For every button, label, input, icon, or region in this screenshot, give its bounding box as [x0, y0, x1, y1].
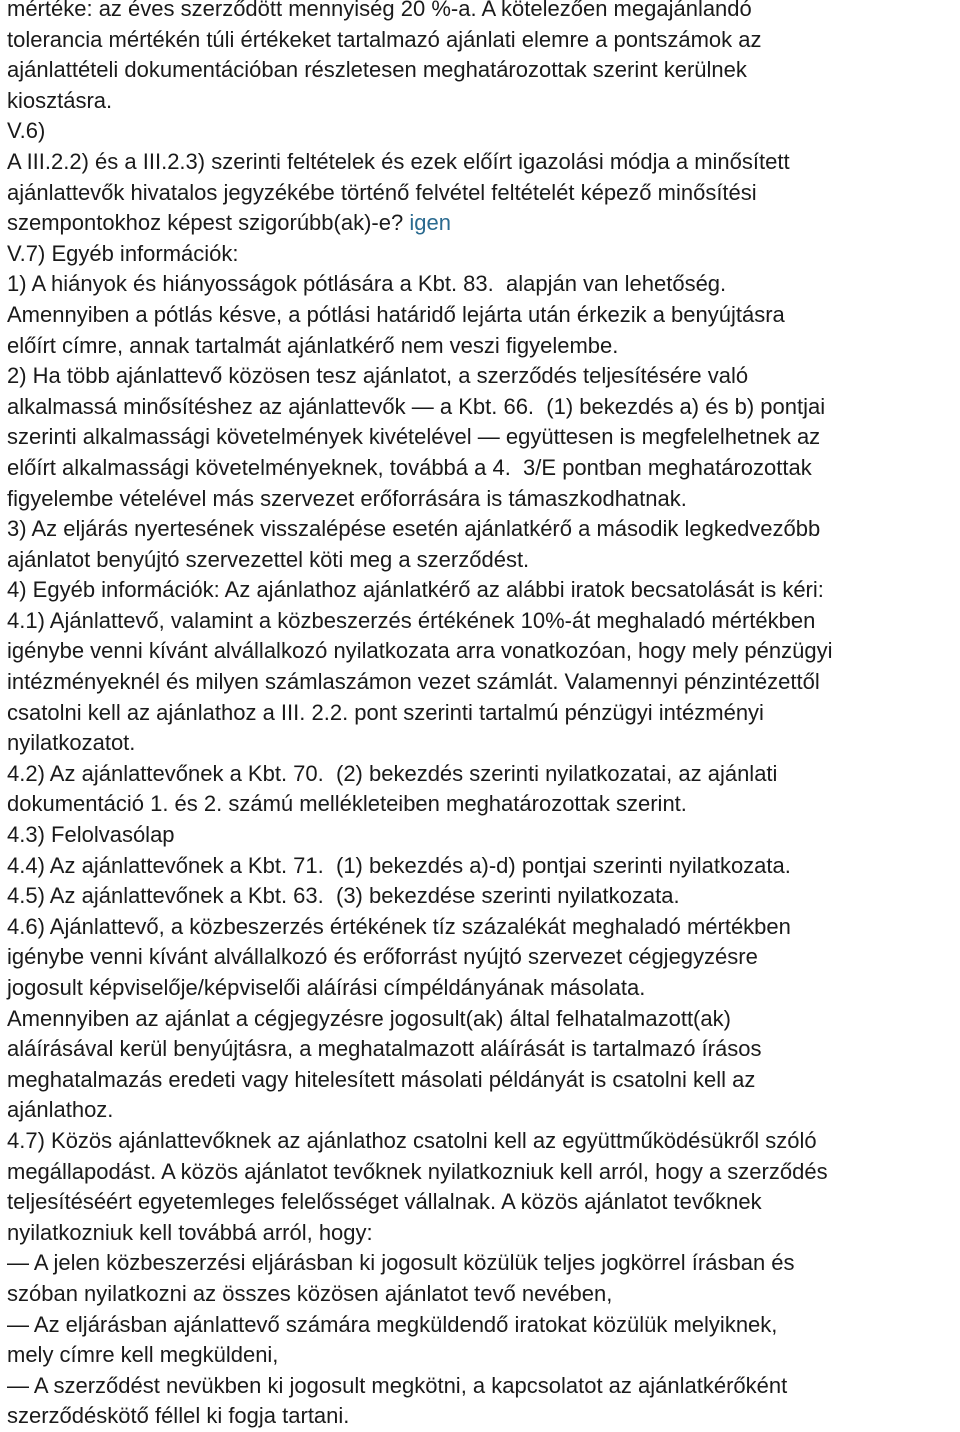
section-heading-v6: V.6) [7, 118, 46, 144]
text-line: 4.1) Ajánlattevő, valamint a közbeszerzés értékének 10%-át meghaladó mértékben [7, 607, 816, 633]
text-line: nyilatkozatot. [7, 730, 136, 756]
text-line: megállapodást. A közös ajánlatot tevőknek nyilatkozniuk kell arról, hogy a szerződés [7, 1158, 828, 1184]
text-line: nyilatkozniuk kell továbbá arról, hogy: [7, 1219, 373, 1245]
text-line: 2) Ha több ajánlattevő közösen tesz ajánlatot, a szerződés teljesítésére való [7, 363, 749, 389]
text-line: Amennyiben az ajánlat a cégjegyzésre jogosult(ak) által felhatalmazott(ak) [7, 1005, 731, 1031]
text-line: mértéke: az éves szerződött mennyiség 20 %-a. A kötelezően megajánlandó [7, 0, 752, 21]
text-line: csatolni kell az ajánlathoz a III. 2.2. pont szerinti tartalmú pénzügyi intézményi [7, 699, 764, 725]
text-line: mely címre kell megküldeni, [7, 1342, 279, 1368]
text-line: kiosztásra. [7, 87, 113, 113]
text-line: Amennyiben a pótlás késve, a pótlási határidő lejárta után érkezik a benyújtásra [7, 301, 785, 327]
text-line: figyelembe vételével más szervezet erőforrására is támaszkodhatnak. [7, 485, 687, 511]
text-line: szóban nyilatkozni az összes közösen ajánlatot tevő nevében, [7, 1280, 613, 1306]
text-line: ajánlathoz. [7, 1097, 114, 1123]
text-line: 4.5) Az ajánlattevőnek a Kbt. 63. (3) bekezdése szerinti nyilatkozata. [7, 883, 680, 909]
text-line: 4) Egyéb információk: Az ajánlathoz ajánlatkérő az alábbi iratok becsatolását is kéri: [7, 577, 824, 603]
text-line: 4.3) Felolvasólap [7, 822, 175, 848]
question-text: szempontokhoz képest szigorúbb(ak)-e? [7, 210, 404, 236]
question-line [7, 208, 959, 239]
text-line: meghatalmazás eredeti vagy hitelesített másolati példányát is csatolni kell az [7, 1066, 756, 1092]
document-page [7, 0, 959, 1432]
text-line: tolerancia mértékén túli értékeket tartalmazó ajánlati elemre a pontszámok az [7, 26, 762, 52]
text-line: — A jelen közbeszerzési eljárásban ki jogosult közülük teljes jogkörrel írásban és [7, 1250, 795, 1276]
text-line: teljesítéséért egyetemleges felelősséget vállalnak. A közös ajánlatot tevőknek [7, 1189, 762, 1215]
text-line: 4.4) Az ajánlattevőnek a Kbt. 71. (1) bekezdés a)-d) pontjai szerinti nyilatkozata. [7, 852, 791, 878]
text-line: ajánlattételi dokumentációban részletesen meghatározottak szerint kerülnek [7, 57, 747, 83]
text-line: szerinti alkalmassági követelmények kivételével — együttesen is megfelelhetnek az [7, 424, 821, 450]
text-line: szerződéskötő féllel ki fogja tartani. [7, 1403, 350, 1429]
text-line: dokumentáció 1. és 2. számú mellékleteiben meghatározottak szerint. [7, 791, 687, 817]
text-line: 1) A hiányok és hiányosságok pótlására a Kbt. 83. alapján van lehetőség. [7, 271, 727, 297]
text-line: alkalmassá minősítéshez az ajánlattevők — a Kbt. 66. (1) bekezdés a) és b) pontjai [7, 393, 826, 419]
text-line: előírt alkalmassági követelményeknek, továbbá a 4. 3/E pontban meghatározottak [7, 454, 812, 480]
text-line: 3) Az eljárás nyertesének visszalépése esetén ajánlatkérő a második legkedvezőbb [7, 516, 821, 542]
text-line: aláírásával kerül benyújtásra, a meghatalmazott aláírását is tartalmazó írásos [7, 1036, 762, 1062]
text-line: ajánlatot benyújtó szervezettel köti meg a szerződést. [7, 546, 530, 572]
text-line: intézményeknél és milyen számlaszámon vezet számlát. Valamennyi pénzintézettől [7, 669, 820, 695]
text-line: 4.7) Közös ajánlattevőknek az ajánlathoz csatolni kell az együttműködésükről szóló [7, 1127, 817, 1153]
text-line: 4.2) Az ajánlattevőnek a Kbt. 70. (2) bekezdés szerinti nyilatkozatai, az ajánlati [7, 760, 778, 786]
text-line: ajánlattevők hivatalos jegyzékébe történő felvétel feltételét képező minősítési [7, 179, 757, 205]
text-line: — A szerződést nevükben ki jogosult megkötni, a kapcsolatot az ajánlatkérőként [7, 1372, 788, 1398]
text-line: igénybe venni kívánt alvállalkozó nyilatkozata arra vonatkozóan, hogy mely pénzügyi [7, 638, 833, 664]
answer-value: igen [409, 210, 451, 236]
text-line: 4.6) Ajánlattevő, a közbeszerzés értékének tíz százalékát meghaladó mértékben [7, 913, 791, 939]
text-line: A III.2.2) és a III.2.3) szerinti feltételek és ezek előírt igazolási módja a minősített [7, 148, 790, 174]
text-line: előírt címre, annak tartalmát ajánlatkérő nem veszi figyelembe. [7, 332, 619, 358]
section-heading-v7: V.7) Egyéb információk: [7, 240, 239, 266]
text-line: igénybe venni kívánt alvállalkozó és erőforrást nyújtó szervezet cégjegyzésre [7, 944, 758, 970]
text-line: — Az eljárásban ajánlattevő számára megküldendő iratokat közülük melyiknek, [7, 1311, 778, 1337]
text-line: jogosult képviselője/képviselői aláírási címpéldányának másolata. [7, 975, 646, 1000]
